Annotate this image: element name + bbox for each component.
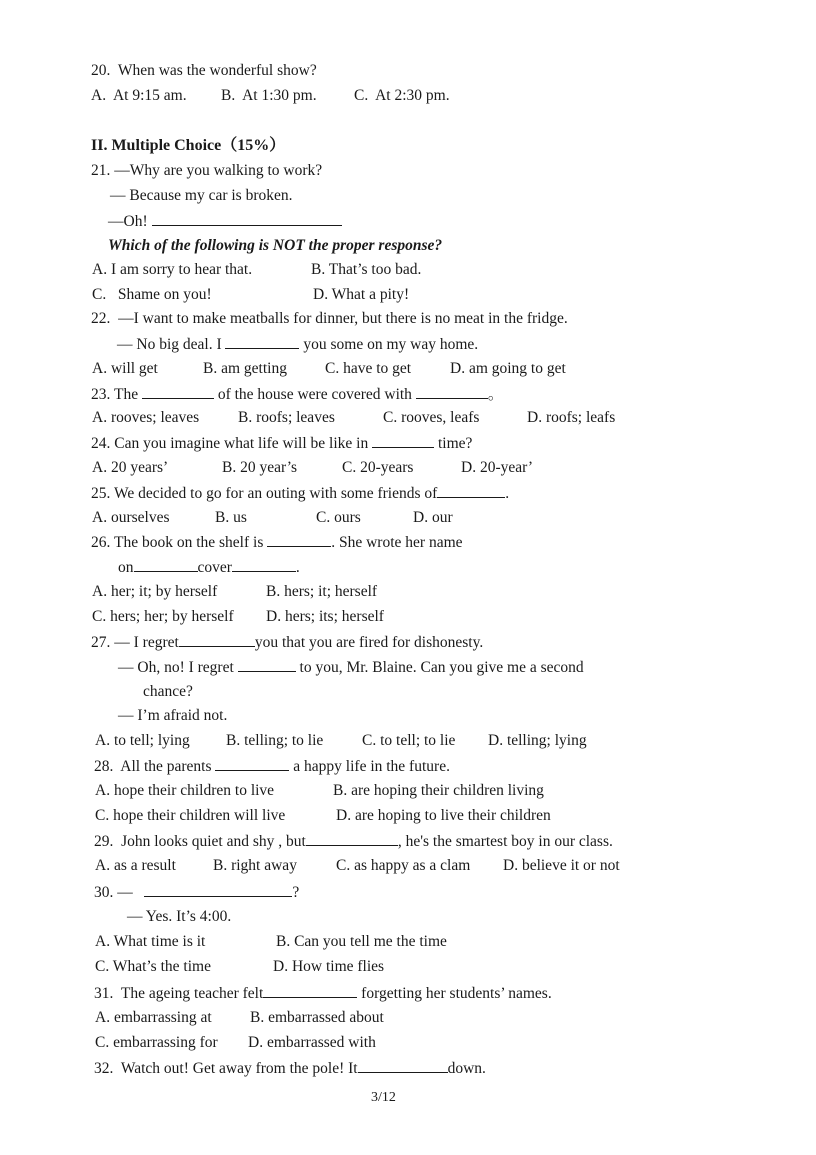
stem-pre: 30. — — [94, 884, 133, 901]
question-27-options — [95, 731, 655, 751]
line-text-pre: — No big deal. I — [117, 336, 222, 353]
option-d: D. How time flies — [273, 958, 385, 975]
question-31-options-row-2 — [95, 1033, 655, 1053]
question-21-instruction: Which of the following is NOT the proper response? — [108, 237, 443, 254]
question-23-options — [92, 408, 652, 428]
option-c: C. as happy as a clam — [336, 857, 471, 874]
answer-blank-2 — [416, 384, 488, 399]
line-pre: — Oh, no! I regret — [118, 659, 234, 676]
line-text: —Oh! — [108, 213, 148, 230]
option-c: C. have to get — [325, 360, 412, 377]
question-24-options — [92, 458, 652, 478]
option-c: C. At 2:30 pm. — [354, 87, 450, 104]
stem-pre: 25. We decided to go for an outing with some friends of — [91, 485, 438, 502]
question-25-stem — [91, 483, 509, 504]
option-b: B. us — [215, 509, 247, 526]
stem-pre: 32. Watch out! Get away from the pole! It — [94, 1060, 358, 1077]
question-26-options-row-2 — [92, 607, 552, 627]
option-a: A. At 9:15 am. — [91, 87, 187, 104]
question-30-options-row-2 — [95, 957, 655, 977]
option-d: D. telling; lying — [488, 732, 587, 749]
option-a: A. as a result — [95, 857, 176, 874]
stem-post: forgetting her students’ names. — [361, 985, 552, 1002]
option-c: C. hope their children will live — [95, 807, 286, 824]
option-a: A. rooves; leaves — [92, 409, 200, 426]
stem-post: . She wrote her name — [331, 534, 463, 551]
question-27-line-3: chance? — [143, 683, 193, 700]
stem-post: , he's the smartest boy in our class. — [397, 833, 613, 850]
question-26-line-1 — [91, 532, 463, 553]
question-22-options — [92, 359, 652, 379]
option-d: D. What a pity! — [313, 286, 410, 303]
answer-blank-2 — [238, 657, 296, 672]
option-d: D. am going to get — [450, 360, 566, 377]
stem-post: a happy life in the future. — [293, 758, 450, 775]
stem-post: time? — [437, 435, 473, 452]
question-24-stem — [91, 433, 472, 454]
line-on: on — [118, 559, 134, 576]
option-a: A. hope their children to live — [95, 782, 275, 799]
question-21-line-2: — Because my car is broken. — [110, 187, 293, 204]
option-d: D. embarrassed with — [248, 1034, 376, 1051]
option-b: B. Can you tell me the time — [276, 933, 447, 950]
answer-blank — [225, 334, 299, 349]
option-d: D. our — [413, 509, 453, 526]
option-b: B. That’s too bad. — [311, 261, 422, 278]
option-b: B. hers; it; herself — [266, 583, 378, 600]
option-b: B. are hoping their children living — [333, 782, 544, 799]
stem-pre: 24. Can you imagine what life will be like in — [91, 435, 369, 452]
option-c: C. to tell; to lie — [362, 732, 456, 749]
option-b: B. telling; to lie — [226, 732, 324, 749]
question-28-options-row-1 — [95, 781, 655, 801]
option-d: D. 20-year’ — [461, 459, 534, 476]
option-a: A. will get — [92, 360, 158, 377]
option-d: D. believe it or not — [503, 857, 620, 874]
question-22-line-1: 22. —I want to make meatballs for dinner, but there is no meat in the fridge. — [91, 310, 568, 327]
question-30-stem — [94, 882, 299, 903]
option-c: C. What’s the time — [95, 958, 211, 975]
question-30-options-row-1 — [95, 932, 655, 952]
stem-pre: 26. The book on the shelf is — [91, 534, 264, 551]
question-29-stem — [94, 831, 613, 852]
stem-post: . — [505, 485, 510, 502]
answer-blank-1 — [267, 532, 331, 547]
option-d: D. are hoping to live their children — [336, 807, 551, 824]
question-26-line-2 — [118, 557, 300, 578]
answer-blank — [263, 983, 357, 998]
question-23-stem — [91, 384, 503, 405]
line-text-post: you some on my way home. — [303, 336, 479, 353]
line-cover: cover — [197, 559, 232, 576]
option-c: C. rooves, leafs — [383, 409, 480, 426]
stem-post: down. — [447, 1060, 486, 1077]
stem-pre: 23. The — [91, 386, 139, 403]
question-22-line-2 — [117, 334, 478, 355]
section-title: II. Multiple Choice（15%） — [91, 137, 286, 154]
option-a: A. embarrassing at — [95, 1009, 212, 1026]
question-28-stem — [94, 756, 450, 777]
question-28-options-row-2 — [95, 806, 655, 826]
option-a: A. to tell; lying — [95, 732, 190, 749]
answer-blank-1 — [142, 384, 214, 399]
option-c: C. embarrassing for — [95, 1034, 218, 1051]
option-a: A. ourselves — [92, 509, 170, 526]
answer-blank — [372, 433, 434, 448]
option-a: A. 20 years’ — [92, 459, 169, 476]
answer-blank — [437, 483, 505, 498]
option-b: B. am getting — [203, 360, 287, 377]
answer-blank — [306, 831, 398, 846]
question-31-stem — [94, 983, 552, 1004]
option-b: B. At 1:30 pm. — [221, 87, 317, 104]
question-27-line-4: — I’m afraid not. — [118, 707, 228, 724]
option-c: C. hers; her; by herself — [92, 608, 234, 625]
question-21-line-1: 21. —Why are you walking to work? — [91, 162, 323, 179]
stem-mid: of the house were covered with — [217, 386, 412, 403]
question-27-line-2 — [118, 657, 584, 678]
option-d: D. roofs; leafs — [527, 409, 616, 426]
option-b: B. right away — [213, 857, 297, 874]
stem-pre: 31. The ageing teacher felt — [94, 985, 264, 1002]
stem-pre: 29. John looks quiet and shy , but — [94, 833, 306, 850]
question-21-line-3 — [108, 211, 342, 232]
option-c: C. ours — [316, 509, 361, 526]
stem-post: ? — [292, 884, 300, 901]
question-31-options-row-1 — [95, 1008, 655, 1028]
line-post: you that you are fired for dishonesty. — [254, 634, 484, 651]
option-b: B. roofs; leaves — [238, 409, 335, 426]
answer-blank — [215, 756, 289, 771]
line-end: . — [295, 559, 300, 576]
question-32-stem — [94, 1058, 486, 1079]
answer-blank — [144, 882, 292, 897]
option-d: D. hers; its; herself — [266, 608, 384, 625]
answer-blank — [358, 1058, 448, 1073]
page-number: 3/12 — [371, 1090, 396, 1105]
question-25-options — [92, 508, 552, 528]
stem-end: 。 — [487, 386, 504, 403]
question-21-options-row-1 — [92, 260, 552, 280]
question-20-options — [91, 86, 491, 106]
option-b: B. 20 year’s — [222, 459, 298, 476]
question-27-line-1 — [91, 632, 483, 653]
answer-blank-1 — [179, 632, 255, 647]
line-pre: 27. — I regret — [91, 634, 179, 651]
option-b: B. embarrassed about — [250, 1009, 384, 1026]
option-c: C. Shame on you! — [92, 286, 212, 303]
answer-blank — [152, 211, 342, 226]
line-post: to you, Mr. Blaine. Can you give me a second — [299, 659, 584, 676]
question-30-reply: — Yes. It’s 4:00. — [127, 908, 232, 925]
option-a: A. What time is it — [95, 933, 206, 950]
option-a: A. her; it; by herself — [92, 583, 218, 600]
question-21-options-row-2 — [92, 285, 552, 305]
option-a: A. I am sorry to hear that. — [92, 261, 253, 278]
stem-pre: 28. All the parents — [94, 758, 212, 775]
question-26-options-row-1 — [92, 582, 552, 602]
answer-blank-3 — [232, 557, 296, 572]
question-29-options — [95, 856, 655, 876]
answer-blank-2 — [134, 557, 198, 572]
question-20-stem: 20. When was the wonderful show? — [91, 62, 317, 79]
option-c: C. 20-years — [342, 459, 414, 476]
